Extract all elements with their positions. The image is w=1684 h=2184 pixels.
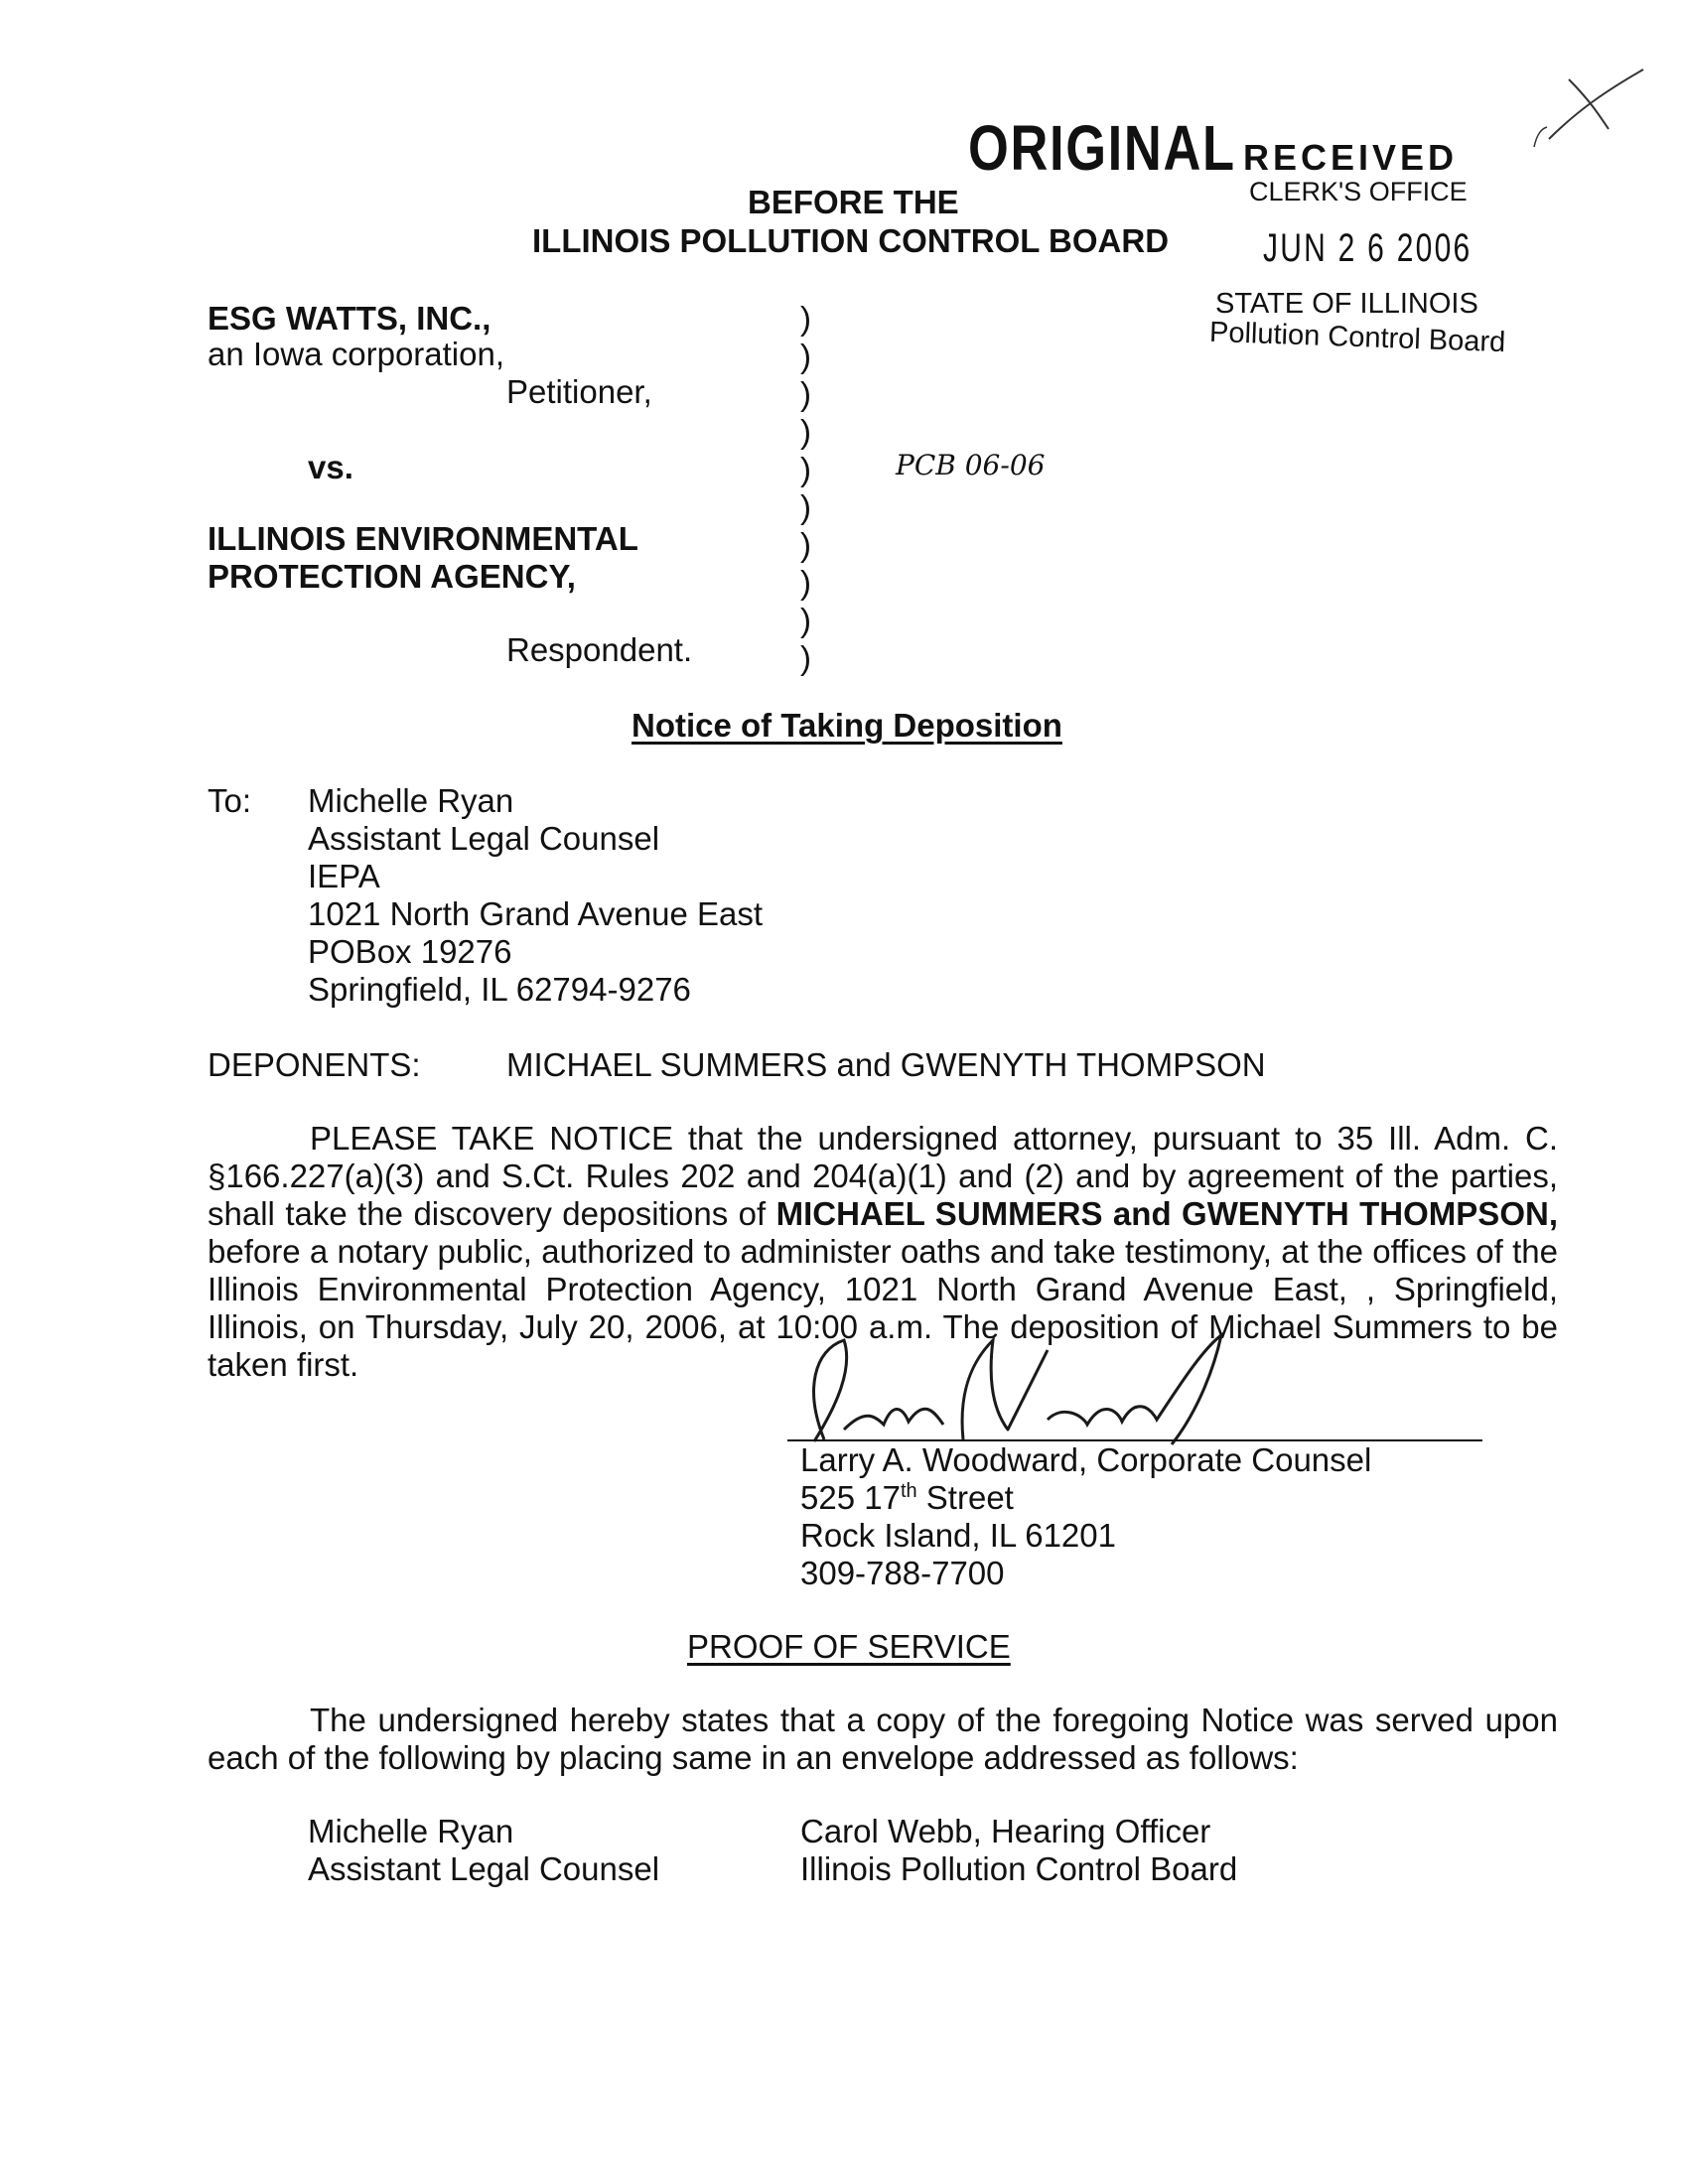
stamp-board: Pollution Control Board [1208,316,1506,359]
to-address-line: IEPA [308,858,380,894]
recipient-title: Illinois Pollution Control Board [800,1850,1238,1887]
recipient-1 [308,1813,659,1888]
notice-deponents-bold: MICHAEL SUMMERS and GWENYTH THOMPSON, [775,1195,1558,1232]
original-stamp: ORIGINAL [968,112,1236,184]
signer-name: Larry A. Woodward, Corporate Counsel [800,1441,1372,1478]
paren: ) [800,488,811,525]
to-address-block [308,782,763,1009]
paren: ) [800,526,811,563]
proof-of-service-title: PROOF OF SERVICE [687,1628,1011,1665]
paren: ) [800,300,811,337]
proof-text: The undersigned hereby states that a copy of the foregoing Notice was served upon each of the following by placing same in an envelope addressed as follows: [208,1702,1558,1776]
to-address-line: POBox 19276 [308,933,512,970]
paren: ) [800,451,811,487]
recipient-name: Carol Webb, Hearing Officer [800,1813,1211,1849]
paren: ) [800,375,811,412]
signer-address-line1 [800,1479,1014,1517]
recipient-title: Assistant Legal Counsel [308,1850,660,1887]
signature-image [784,1330,1241,1449]
respondent-role: Respondent. [506,631,693,668]
stamp-state: STATE OF ILLINOIS [1215,288,1478,320]
respondent-name-line1: ILLINOIS ENVIRONMENTAL [208,520,638,557]
paren: ) [800,338,811,374]
caption-parentheses [800,300,811,677]
signer-phone: 309-788-7700 [800,1555,1005,1591]
signer-address-line2: Rock Island, IL 61201 [800,1517,1116,1554]
paren: ) [800,413,811,450]
recipient-2 [800,1813,1237,1888]
respondent-name-line2: PROTECTION AGENCY, [208,558,576,595]
paren: ) [800,564,811,601]
to-label: To: [208,782,252,819]
document-title: Notice of Taking Deposition [632,707,1062,744]
proof-of-service-text [208,1702,1558,1777]
recipient-name: Michelle Ryan [308,1813,514,1849]
address-street-number: 525 17 [800,1479,901,1516]
petitioner-description: an Iowa corporation, [208,336,505,372]
deponents-label: DEPONENTS: [208,1046,421,1083]
case-number-handwritten: PCB 06-06 [896,449,1046,481]
to-address-line: 1021 North Grand Avenue East [308,895,764,932]
to-address-line: Michelle Ryan [308,782,514,819]
versus-label: vs. [308,449,353,485]
paren: ) [800,602,811,638]
ordinal-suffix: th [900,1480,917,1502]
notice-text-part1: PLEASE TAKE NOTICE that the undersigned attorney, pursuant to 35 Ill. Adm. C. §166.227(a)(3) and S.Ct. Rules 202 and 204(a)(1) and (2) and by agreement of the parties, shall take the discovery depositions of [208,1120,1558,1232]
received-stamp: RECEIVED [1243,137,1459,178]
pen-mark-icon [1529,60,1648,149]
clerks-office-stamp: CLERK'S OFFICE [1249,177,1468,206]
to-address-line: Assistant Legal Counsel [308,820,660,857]
address-street-name: Street [916,1479,1014,1516]
notice-text-part2: before a notary public, authorized to administer oaths and take testimony, at the offices of the Illinois Environmental Protection Agency, 1021 North Grand Avenue East, , Springfield, Illinois, on Thursday, July 20, 2006, at 10:00 a.m. The deposition of Michael Summers to be taken first. [208,1233,1558,1383]
before-the-heading: BEFORE THE [748,184,959,220]
deponents-names: MICHAEL SUMMERS and GWENYTH THOMPSON [506,1046,1266,1083]
petitioner-name: ESG WATTS, INC., [208,300,491,337]
received-date-stamp: JUN 2 6 2006 [1263,226,1473,270]
to-address-line: Springfield, IL 62794-9276 [308,971,691,1008]
paren: ) [800,639,811,676]
board-name-heading: ILLINOIS POLLUTION CONTROL BOARD [532,222,1170,259]
petitioner-role: Petitioner, [506,373,652,410]
